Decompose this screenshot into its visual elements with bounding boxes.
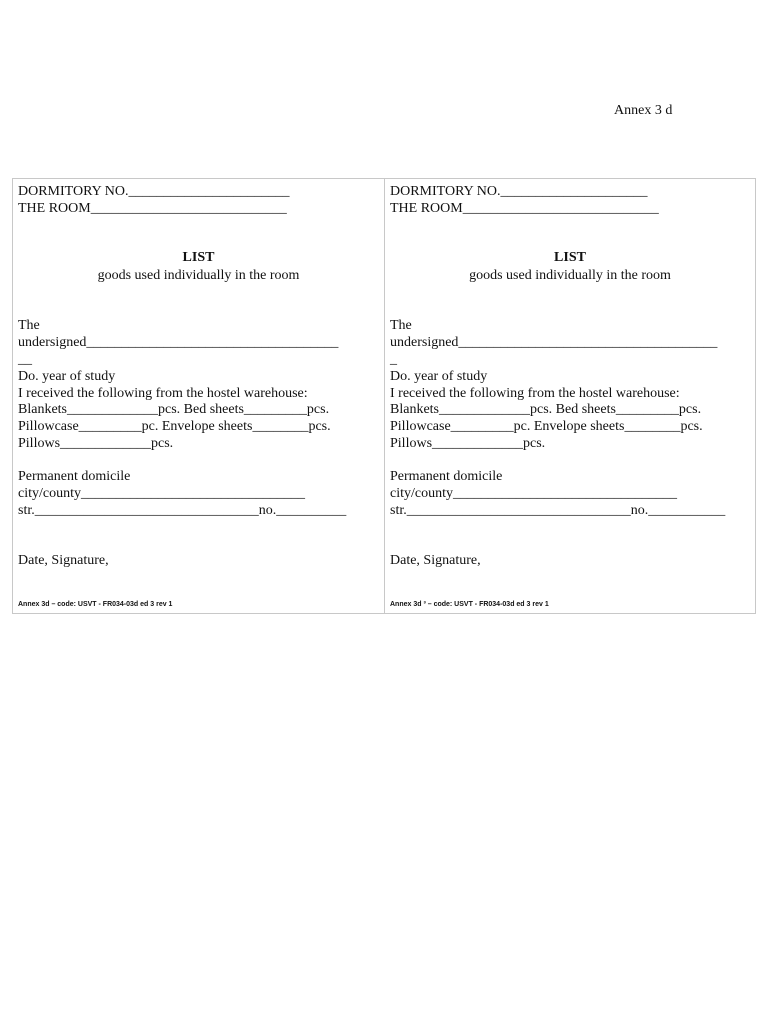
year-of-study: Do. year of study <box>18 369 116 384</box>
undersigned-field: undersigned____________________________________ <box>18 335 339 350</box>
form-right <box>384 179 755 613</box>
undersigned-field: undersigned_____________________________________ <box>390 335 718 350</box>
domicile-label: Permanent domicile <box>390 469 503 484</box>
pillowcase-line: Pillowcase_________pc. Envelope sheets________pcs. <box>390 419 703 434</box>
form-left <box>13 179 384 613</box>
date-signature: Date, Signature, <box>18 553 109 568</box>
street-field: str.________________________________no.__________ <box>18 503 347 518</box>
year-of-study: Do. year of study <box>390 369 488 384</box>
form-code-footer: Annex 3d – code: USVT - FR034-03d ed 3 rev 1 <box>18 601 173 608</box>
received-statement: I received the following from the hostel warehouse: <box>18 386 308 401</box>
pillows-line: Pillows_____________pcs. <box>18 436 174 451</box>
room-field: THE ROOM____________________________ <box>18 201 287 216</box>
list-subtitle: goods used individually in the room <box>469 268 671 283</box>
list-subtitle: goods used individually in the room <box>97 268 300 283</box>
pillows-line: Pillows_____________pcs. <box>390 436 546 451</box>
form-table <box>12 178 756 614</box>
city-county-field: city/county________________________________ <box>390 486 677 501</box>
room-field: THE ROOM____________________________ <box>390 201 659 216</box>
domicile-label: Permanent domicile <box>18 469 131 484</box>
dormitory-no-field: DORMITORY NO._____________________ <box>390 184 648 199</box>
undersigned-continuation: __ <box>18 352 32 367</box>
blankets-line: Blankets_____________pcs. Bed sheets_________pcs. <box>390 402 702 417</box>
list-title: LIST <box>554 250 586 265</box>
undersigned-continuation: _ <box>390 352 397 367</box>
form-code-footer: Annex 3d ³ – code: USVT - FR034-03d ed 3 rev 1 <box>390 601 549 608</box>
date-signature: Date, Signature, <box>390 553 481 568</box>
blankets-line: Blankets_____________pcs. Bed sheets_________pcs. <box>18 402 330 417</box>
the-label: The <box>18 318 40 333</box>
dormitory-no-field: DORMITORY NO._______________________ <box>18 184 290 199</box>
list-title: LIST <box>182 250 215 265</box>
the-label: The <box>390 318 412 333</box>
annex-label: Annex 3 d <box>614 103 673 118</box>
street-field: str.________________________________no.___________ <box>390 503 726 518</box>
city-county-field: city/county________________________________ <box>18 486 305 501</box>
received-statement: I received the following from the hostel warehouse: <box>390 386 680 401</box>
pillowcase-line: Pillowcase_________pc. Envelope sheets________pcs. <box>18 419 331 434</box>
